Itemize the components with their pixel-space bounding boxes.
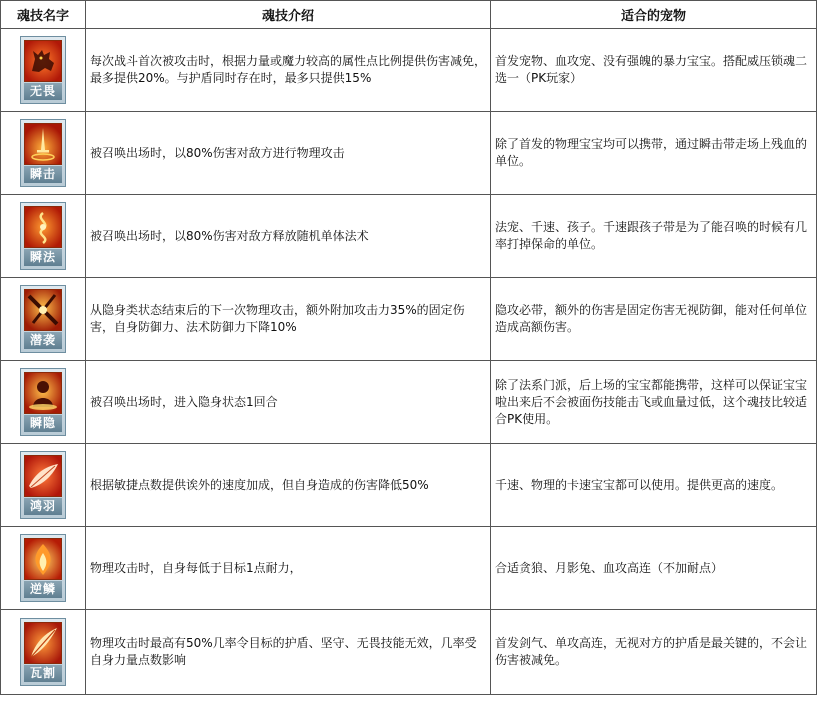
shadow-slash-icon <box>24 289 62 331</box>
skill-badge <box>20 202 66 270</box>
table-row <box>1 527 817 610</box>
table-row <box>1 112 817 195</box>
flame-sword-icon <box>24 123 62 165</box>
skill-name-label: 逆鳞 <box>24 581 62 598</box>
skill-icon-cell <box>1 527 86 610</box>
table-row <box>1 444 817 527</box>
skill-intro: 被召唤出场时，以80%伤害对敌方进行物理攻击 <box>86 112 491 195</box>
skill-intro: 每次战斗首次被攻击时，根据力量或魔力较高的属性点比例提供伤害减免，最多提供20%。与护盾同时存在时，最多只提供15% <box>86 29 491 112</box>
feather-wing-icon <box>24 455 62 497</box>
skill-suitable-pets: 隐攻必带，额外的伤害是固定伤害无视防御，能对任何单位造成高额伤害。 <box>491 278 817 361</box>
skill-badge <box>20 534 66 602</box>
skill-intro: 被召唤出场时，以80%伤害对敌方释放随机单体法术 <box>86 195 491 278</box>
fire-scale-icon <box>24 538 62 580</box>
skill-badge <box>20 36 66 104</box>
skill-name-label: 瞬隐 <box>24 415 62 432</box>
skill-suitable-pets: 除了法系门派，后上场的宝宝都能携带，这样可以保证宝宝啦出来后不会被面伤技能击飞或血量过低，这个魂技比较适合PK使用。 <box>491 361 817 444</box>
skill-intro: 物理攻击时，自身每低于目标1点耐力， <box>86 527 491 610</box>
skill-badge <box>20 368 66 436</box>
header-skill-name: 魂技名字 <box>1 1 86 29</box>
skill-icon-cell <box>1 29 86 112</box>
skill-suitable-pets: 除了首发的物理宝宝均可以携带，通过瞬击带走场上残血的单位。 <box>491 112 817 195</box>
header-row <box>1 1 817 29</box>
skill-intro: 物理攻击时最高有50%几率令目标的护盾、坚守、无畏技能无效，几率受自身力量点数影响 <box>86 610 491 695</box>
skill-suitable-pets: 法宠、千速、孩子。千速跟孩子带是为了能召唤的时候有几率打掉保命的单位。 <box>491 195 817 278</box>
skill-suitable-pets: 合适贪狼、月影兔、血攻高连（不加耐点） <box>491 527 817 610</box>
table-row <box>1 610 817 695</box>
skill-icon-cell <box>1 112 86 195</box>
skill-badge <box>20 618 66 686</box>
wolf-emblem-icon <box>24 40 62 82</box>
skill-name-label: 潜袭 <box>24 332 62 349</box>
hooded-figure-icon <box>24 372 62 414</box>
skill-name-label: 瓦割 <box>24 665 62 682</box>
table-row <box>1 195 817 278</box>
table-row <box>1 29 817 112</box>
skill-name-label: 鸿羽 <box>24 498 62 515</box>
header-skill-intro: 魂技介绍 <box>86 1 491 29</box>
header-suitable-pets: 适合的宠物 <box>491 1 817 29</box>
skill-name-label: 瞬击 <box>24 166 62 183</box>
skill-name-label: 无畏 <box>24 83 62 100</box>
skill-suitable-pets: 首发宠物、血攻宠、没有强魄的暴力宝宝。搭配威压锁魂二选一（PK玩家） <box>491 29 817 112</box>
skill-icon-cell <box>1 361 86 444</box>
skill-icon-cell <box>1 195 86 278</box>
blade-strike-icon <box>24 622 62 664</box>
skill-intro: 从隐身类状态结束后的下一次物理攻击，额外附加攻击力35%的固定伤害，自身防御力、法术防御力下降10% <box>86 278 491 361</box>
skill-suitable-pets: 首发剑气、单攻高连，无视对方的护盾是最关键的，不会让伤害被减免。 <box>491 610 817 695</box>
fire-swirl-icon <box>24 206 62 248</box>
table-row <box>1 361 817 444</box>
skill-intro: 被召唤出场时，进入隐身状态1回合 <box>86 361 491 444</box>
skill-badge <box>20 451 66 519</box>
skill-icon-cell <box>1 444 86 527</box>
table-row <box>1 278 817 361</box>
skill-suitable-pets: 千速、物理的卡速宝宝都可以使用。提供更高的速度。 <box>491 444 817 527</box>
skill-badge <box>20 119 66 187</box>
skill-name-label: 瞬法 <box>24 249 62 266</box>
skill-intro: 根据敏捷点数提供诶外的速度加成，但自身造成的伤害降低50% <box>86 444 491 527</box>
skill-badge <box>20 285 66 353</box>
skill-icon-cell <box>1 610 86 695</box>
skill-icon-cell <box>1 278 86 361</box>
